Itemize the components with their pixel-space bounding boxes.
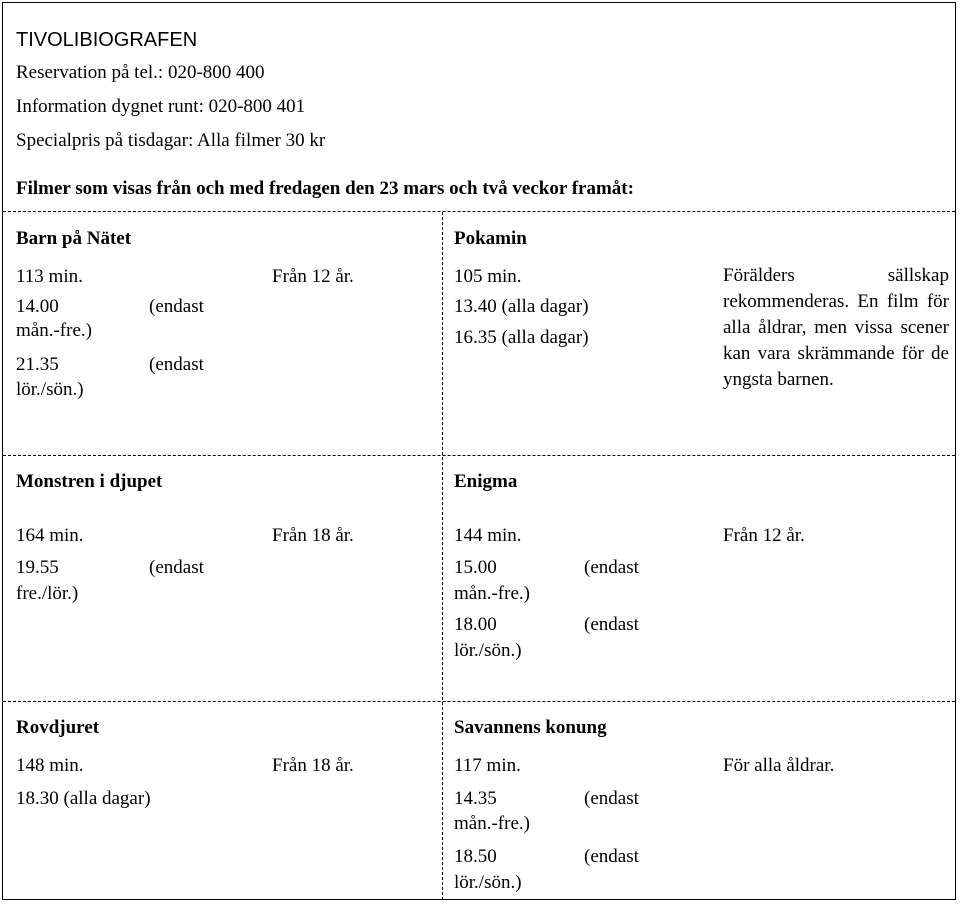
showtime: 16.35 (alla dagar) [454,327,589,348]
film-age-rating: Från 18 år. [272,525,354,546]
film-age-rating: Från 12 år. [272,266,354,287]
film-length: 148 min. [16,755,84,776]
showtime-days: mån.-fre.) [454,583,530,604]
divider-top [3,211,955,212]
showtime-days: lör./sön.) [454,640,522,661]
divider-row-2 [3,701,955,702]
showtime-days: lör./sön.) [454,872,522,893]
film-length: 164 min. [16,525,84,546]
film-length: 144 min. [454,525,522,546]
divider-column [442,212,443,900]
showtime: 14.35 [454,788,497,809]
showtime: 14.00 [16,296,59,317]
showtime: 18.00 [454,614,497,635]
showtime: 18.30 (alla dagar) [16,788,151,809]
showtime-condition: (endast [584,788,639,809]
film-title: Monstren i djupet [16,471,163,492]
film-title: Pokamin [454,228,527,249]
showtime-condition: (endast [149,557,204,578]
film-age-rating: För alla åldrar. [723,755,835,776]
film-length: 105 min. [454,266,522,287]
showtime: 13.40 (alla dagar) [454,296,589,317]
intro-heading: Filmer som visas från och med fredagen den 23 mars och två veckor framåt: [16,178,634,199]
showtime-days: fre./lör.) [16,583,79,604]
showtime: 18.50 [454,846,497,867]
special-price-line: Specialpris på tisdagar: Alla filmer 30 kr [16,130,326,151]
reservation-line: Reservation på tel.: 020-800 400 [16,62,265,83]
cinema-name: TIVOLIBIOGRAFEN [16,29,198,51]
showtime-days: mån.-fre.) [16,320,92,341]
showtime: 21.35 [16,354,59,375]
showtime: 15.00 [454,557,497,578]
showtime-days: lör./sön.) [16,379,84,400]
film-title: Savannens konung [454,717,607,738]
film-note: Förälders sällskap rekommenderas. En film för alla åldrar, men vissa scener kan vara skrämmande för de yngsta barnen. [723,265,949,390]
showtime-condition: (endast [584,614,639,635]
showtime: 19.55 [16,557,59,578]
showtime-condition: (endast [149,354,204,375]
film-length: 117 min. [454,755,521,776]
film-age-rating: Från 12 år. [723,525,805,546]
divider-row-1 [3,455,955,456]
film-length: 113 min. [16,266,83,287]
film-title: Enigma [454,471,518,492]
film-title: Rovdjuret [16,717,100,738]
film-title: Barn på Nätet [16,228,132,249]
showtime-condition: (endast [584,557,639,578]
showtime-condition: (endast [149,296,204,317]
showtime-condition: (endast [584,846,639,867]
film-age-rating: Från 18 år. [272,755,354,776]
information-line: Information dygnet runt: 020-800 401 [16,96,306,117]
showtime-days: mån.-fre.) [454,813,530,834]
